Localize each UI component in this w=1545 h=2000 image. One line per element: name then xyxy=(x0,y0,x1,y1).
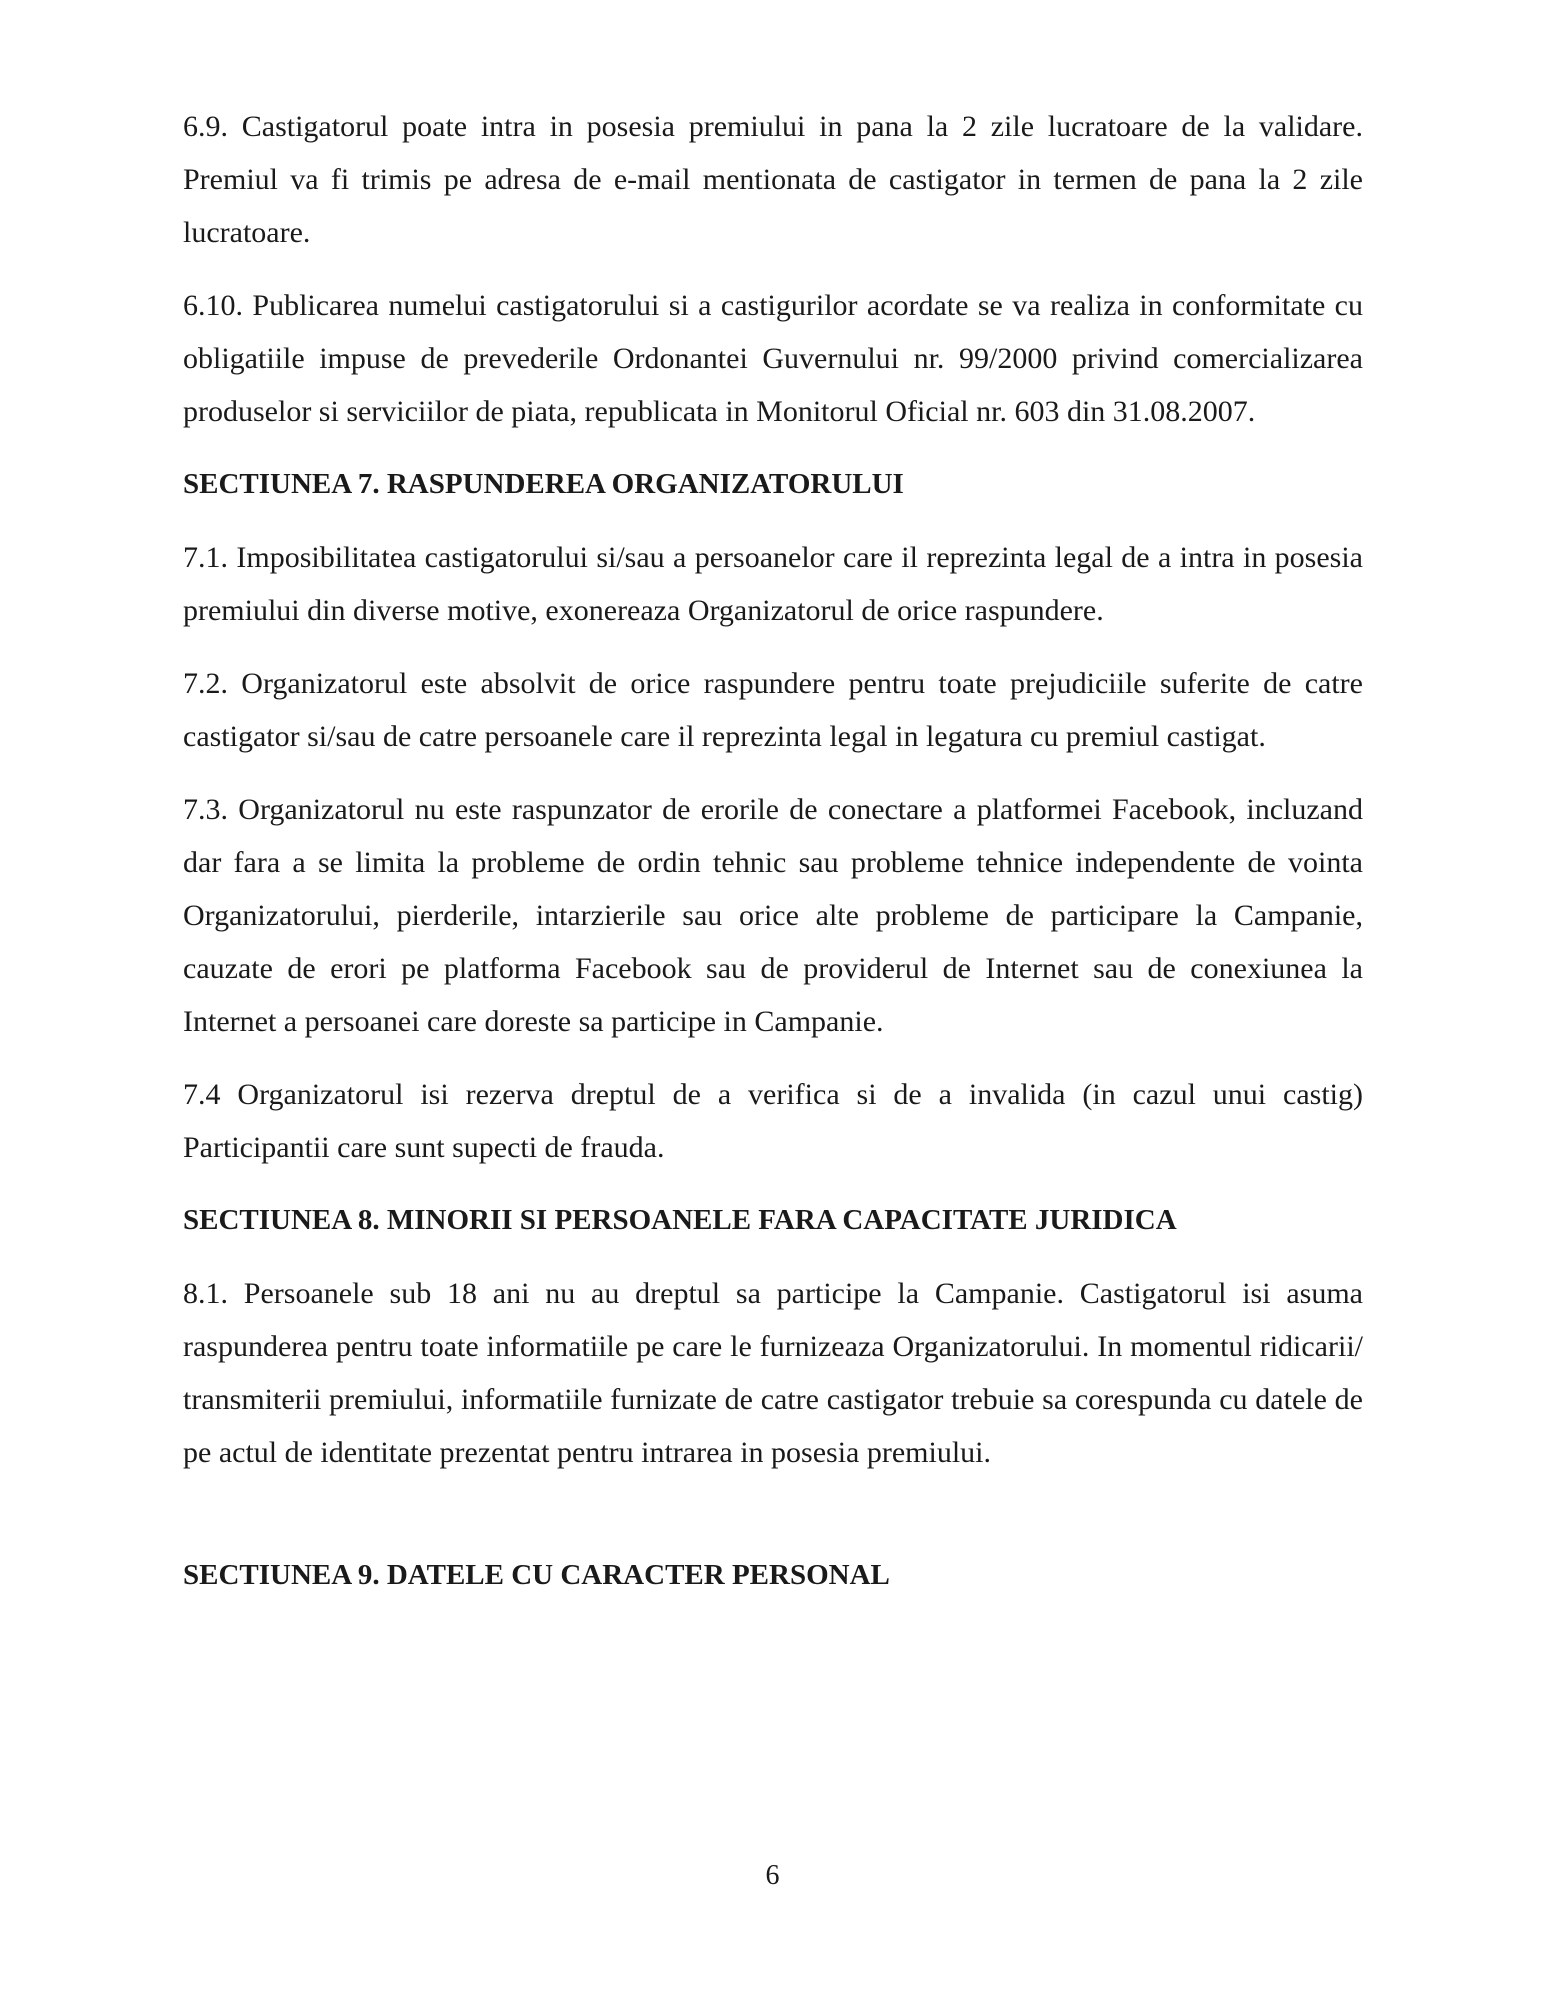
paragraph-8-1: 8.1. Persoanele sub 18 ani nu au dreptul sa participe la Campanie. Castigatorul isi asuma raspunderea pentru toate informatiile pe care le furnizeaza Organizatorului. In momentul ridicarii/ transmiterii premiului, informatiile furnizate de catre castigator trebuie sa corespunda cu datele de pe actul de identitate prezentat pentru intrarea in posesia premiului. xyxy=(183,1277,1363,1469)
page-number: 6 xyxy=(765,1860,780,1891)
paragraph-6-10: 6.10. Publicarea numelui castigatorului si a castigurilor acordate se va realiza in conformitate cu obligatiile impuse de prevederile Ordonantei Guvernului nr. 99/2000 privind comercializarea produselor si serviciilor de piata, republicata in Monitorul Oficial nr. 603 din 31.08.2007. xyxy=(183,289,1363,428)
section-8-heading: SECTIUNEA 8. MINORII SI PERSOANELE FARA CAPACITATE JURIDICA xyxy=(183,1204,1177,1236)
paragraph-7-3: 7.3. Organizatorul nu este raspunzator de erorile de conectare a platformei Facebook, incluzand dar fara a se limita la probleme de ordin tehnic sau probleme tehnice independente de vointa Organizatorului, pierderile, intarzierile sau orice alte probleme de participare la Campanie, cauzate de erori pe platforma Facebook sau de providerul de Internet sau de conexiunea la Internet a persoanei care doreste sa participe in Campanie. xyxy=(183,793,1363,1038)
paragraph-7-2: 7.2. Organizatorul este absolvit de orice raspundere pentru toate prejudiciile suferite de catre castigator si/sau de catre persoanele care il reprezinta legal in legatura cu premiul castigat. xyxy=(183,667,1363,753)
paragraph-6-9: 6.9. Castigatorul poate intra in posesia premiului in pana la 2 zile lucratoare de la validare. Premiul va fi trimis pe adresa de e-mail mentionata de castigator in termen de pana la 2 zile lucratoare. xyxy=(183,110,1363,249)
document-page xyxy=(183,100,1363,1622)
paragraph-7-1: 7.1. Imposibilitatea castigatorului si/sau a persoanelor care il reprezinta legal de a intra in posesia premiului din diverse motive, exonereaza Organizatorul de orice raspundere. xyxy=(183,541,1363,627)
paragraph-7-4: 7.4 Organizatorul isi rezerva dreptul de a verifica si de a invalida (in cazul unui castig) Participantii care sunt supecti de frauda. xyxy=(183,1078,1363,1164)
section-7-heading: SECTIUNEA 7. RASPUNDEREA ORGANIZATORULUI xyxy=(183,468,904,500)
section-9-heading: SECTIUNEA 9. DATELE CU CARACTER PERSONAL xyxy=(183,1559,890,1591)
